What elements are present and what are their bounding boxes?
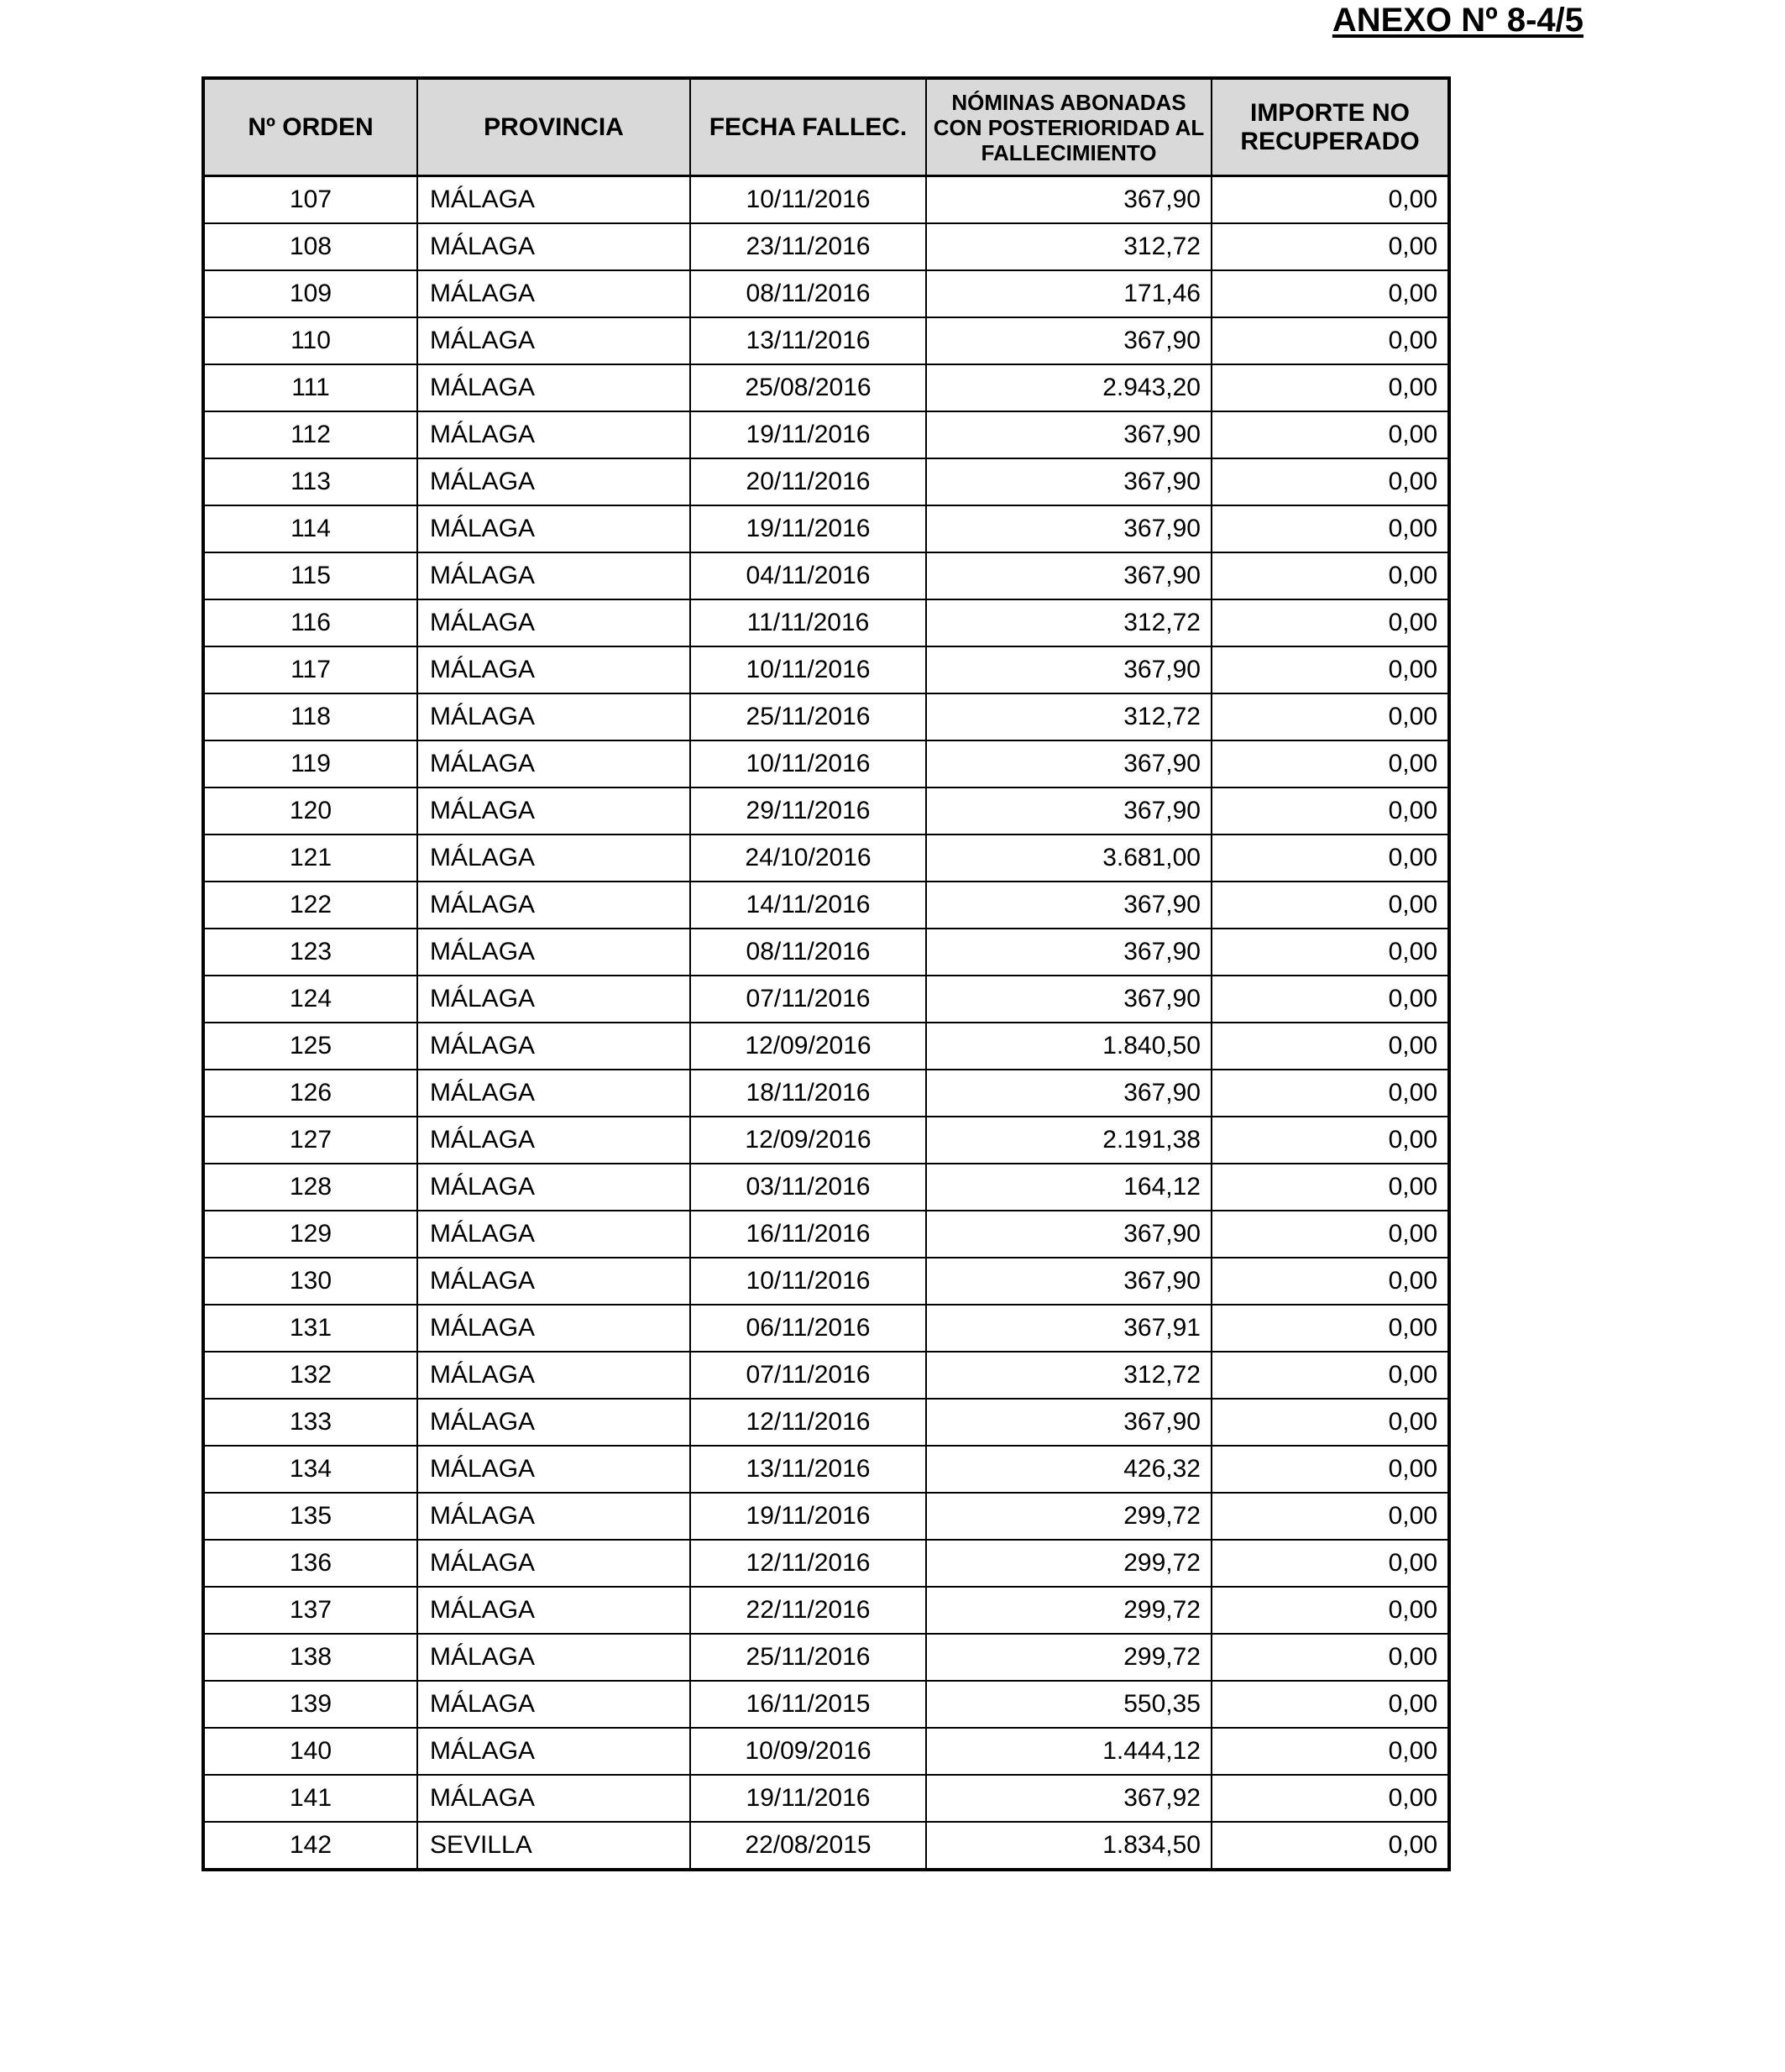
cell-numero-orden: 122 bbox=[203, 882, 417, 929]
cell-numero-orden: 141 bbox=[203, 1775, 417, 1822]
cell-provincia: MÁLAGA bbox=[417, 1775, 690, 1822]
deceased-payments-table bbox=[202, 76, 1451, 1871]
table-row bbox=[203, 929, 1449, 976]
table-row bbox=[203, 317, 1449, 364]
cell-importe-no-recuperado: 0,00 bbox=[1212, 1352, 1449, 1399]
cell-numero-orden: 140 bbox=[203, 1728, 417, 1775]
cell-fecha-fallecimiento: 22/08/2015 bbox=[690, 1822, 926, 1870]
table-row bbox=[203, 1164, 1449, 1211]
table-row bbox=[203, 1023, 1449, 1070]
cell-fecha-fallecimiento: 13/11/2016 bbox=[690, 317, 926, 364]
cell-provincia: MÁLAGA bbox=[417, 976, 690, 1023]
table-row bbox=[203, 1728, 1449, 1775]
cell-provincia: MÁLAGA bbox=[417, 458, 690, 505]
cell-fecha-fallecimiento: 16/11/2015 bbox=[690, 1681, 926, 1728]
cell-nominas-abonadas: 1.840,50 bbox=[926, 1023, 1212, 1070]
cell-importe-no-recuperado: 0,00 bbox=[1212, 1211, 1449, 1258]
cell-fecha-fallecimiento: 12/11/2016 bbox=[690, 1399, 926, 1446]
table-row bbox=[203, 1587, 1449, 1634]
cell-importe-no-recuperado: 0,00 bbox=[1212, 1258, 1449, 1305]
cell-fecha-fallecimiento: 04/11/2016 bbox=[690, 552, 926, 599]
cell-importe-no-recuperado: 0,00 bbox=[1212, 552, 1449, 599]
cell-importe-no-recuperado: 0,00 bbox=[1212, 505, 1449, 552]
cell-provincia: MÁLAGA bbox=[417, 270, 690, 317]
cell-numero-orden: 120 bbox=[203, 787, 417, 835]
cell-importe-no-recuperado: 0,00 bbox=[1212, 1634, 1449, 1681]
table-row bbox=[203, 1305, 1449, 1352]
cell-importe-no-recuperado: 0,00 bbox=[1212, 364, 1449, 411]
table-row bbox=[203, 1775, 1449, 1822]
cell-nominas-abonadas: 367,90 bbox=[926, 317, 1212, 364]
cell-nominas-abonadas: 1.834,50 bbox=[926, 1822, 1212, 1870]
table-row bbox=[203, 1352, 1449, 1399]
cell-nominas-abonadas: 2.191,38 bbox=[926, 1117, 1212, 1164]
cell-provincia: MÁLAGA bbox=[417, 317, 690, 364]
cell-nominas-abonadas: 1.444,12 bbox=[926, 1728, 1212, 1775]
cell-provincia: SEVILLA bbox=[417, 1822, 690, 1870]
table-row bbox=[203, 740, 1449, 787]
cell-nominas-abonadas: 164,12 bbox=[926, 1164, 1212, 1211]
cell-numero-orden: 135 bbox=[203, 1493, 417, 1540]
header-provincia: PROVINCIA bbox=[417, 78, 690, 176]
cell-numero-orden: 113 bbox=[203, 458, 417, 505]
table-row bbox=[203, 176, 1449, 224]
cell-importe-no-recuperado: 0,00 bbox=[1212, 1775, 1449, 1822]
cell-provincia: MÁLAGA bbox=[417, 599, 690, 646]
cell-numero-orden: 125 bbox=[203, 1023, 417, 1070]
cell-nominas-abonadas: 367,90 bbox=[926, 176, 1212, 224]
cell-fecha-fallecimiento: 10/11/2016 bbox=[690, 646, 926, 693]
cell-importe-no-recuperado: 0,00 bbox=[1212, 646, 1449, 693]
cell-nominas-abonadas: 299,72 bbox=[926, 1587, 1212, 1634]
cell-provincia: MÁLAGA bbox=[417, 1540, 690, 1587]
cell-numero-orden: 129 bbox=[203, 1211, 417, 1258]
cell-provincia: MÁLAGA bbox=[417, 1493, 690, 1540]
cell-importe-no-recuperado: 0,00 bbox=[1212, 1728, 1449, 1775]
cell-fecha-fallecimiento: 19/11/2016 bbox=[690, 411, 926, 458]
cell-numero-orden: 118 bbox=[203, 693, 417, 740]
cell-provincia: MÁLAGA bbox=[417, 1305, 690, 1352]
cell-numero-orden: 108 bbox=[203, 223, 417, 270]
cell-fecha-fallecimiento: 29/11/2016 bbox=[690, 787, 926, 835]
cell-importe-no-recuperado: 0,00 bbox=[1212, 929, 1449, 976]
table-row bbox=[203, 1258, 1449, 1305]
table-row bbox=[203, 882, 1449, 929]
cell-nominas-abonadas: 367,90 bbox=[926, 787, 1212, 835]
cell-importe-no-recuperado: 0,00 bbox=[1212, 1540, 1449, 1587]
cell-numero-orden: 139 bbox=[203, 1681, 417, 1728]
cell-numero-orden: 107 bbox=[203, 176, 417, 224]
header-nominas-abonadas: NÓMINAS ABONADAS CON POSTERIORIDAD AL FALLECIMIENTO bbox=[926, 78, 1212, 176]
table-row bbox=[203, 693, 1449, 740]
cell-fecha-fallecimiento: 18/11/2016 bbox=[690, 1070, 926, 1117]
cell-importe-no-recuperado: 0,00 bbox=[1212, 1587, 1449, 1634]
cell-numero-orden: 115 bbox=[203, 552, 417, 599]
cell-numero-orden: 142 bbox=[203, 1822, 417, 1870]
cell-importe-no-recuperado: 0,00 bbox=[1212, 1681, 1449, 1728]
cell-nominas-abonadas: 367,90 bbox=[926, 1258, 1212, 1305]
cell-provincia: MÁLAGA bbox=[417, 1070, 690, 1117]
cell-nominas-abonadas: 312,72 bbox=[926, 693, 1212, 740]
cell-importe-no-recuperado: 0,00 bbox=[1212, 1493, 1449, 1540]
table-row bbox=[203, 458, 1449, 505]
cell-provincia: MÁLAGA bbox=[417, 1211, 690, 1258]
cell-provincia: MÁLAGA bbox=[417, 1117, 690, 1164]
cell-fecha-fallecimiento: 07/11/2016 bbox=[690, 1352, 926, 1399]
cell-provincia: MÁLAGA bbox=[417, 787, 690, 835]
cell-numero-orden: 123 bbox=[203, 929, 417, 976]
table-row bbox=[203, 411, 1449, 458]
cell-fecha-fallecimiento: 24/10/2016 bbox=[690, 835, 926, 882]
table-body bbox=[203, 176, 1449, 1871]
cell-importe-no-recuperado: 0,00 bbox=[1212, 882, 1449, 929]
cell-importe-no-recuperado: 0,00 bbox=[1212, 1117, 1449, 1164]
cell-provincia: MÁLAGA bbox=[417, 882, 690, 929]
cell-fecha-fallecimiento: 06/11/2016 bbox=[690, 1305, 926, 1352]
annex-title: ANEXO Nº 8-4/5 bbox=[1332, 2, 1583, 39]
cell-nominas-abonadas: 367,90 bbox=[926, 552, 1212, 599]
cell-nominas-abonadas: 367,90 bbox=[926, 1211, 1212, 1258]
cell-numero-orden: 138 bbox=[203, 1634, 417, 1681]
table-row bbox=[203, 1117, 1449, 1164]
table-header bbox=[203, 78, 1449, 176]
cell-provincia: MÁLAGA bbox=[417, 1352, 690, 1399]
cell-numero-orden: 136 bbox=[203, 1540, 417, 1587]
cell-importe-no-recuperado: 0,00 bbox=[1212, 1446, 1449, 1493]
cell-provincia: MÁLAGA bbox=[417, 505, 690, 552]
cell-numero-orden: 116 bbox=[203, 599, 417, 646]
cell-nominas-abonadas: 367,90 bbox=[926, 976, 1212, 1023]
cell-nominas-abonadas: 426,32 bbox=[926, 1446, 1212, 1493]
cell-fecha-fallecimiento: 11/11/2016 bbox=[690, 599, 926, 646]
cell-numero-orden: 134 bbox=[203, 1446, 417, 1493]
header-importe-no-recuperado: IMPORTE NO RECUPERADO bbox=[1212, 78, 1449, 176]
table-row bbox=[203, 1070, 1449, 1117]
cell-fecha-fallecimiento: 07/11/2016 bbox=[690, 976, 926, 1023]
cell-nominas-abonadas: 3.681,00 bbox=[926, 835, 1212, 882]
cell-numero-orden: 137 bbox=[203, 1587, 417, 1634]
cell-numero-orden: 109 bbox=[203, 270, 417, 317]
cell-fecha-fallecimiento: 22/11/2016 bbox=[690, 1587, 926, 1634]
cell-numero-orden: 131 bbox=[203, 1305, 417, 1352]
cell-provincia: MÁLAGA bbox=[417, 411, 690, 458]
cell-importe-no-recuperado: 0,00 bbox=[1212, 693, 1449, 740]
cell-provincia: MÁLAGA bbox=[417, 176, 690, 224]
cell-numero-orden: 124 bbox=[203, 976, 417, 1023]
table-row bbox=[203, 505, 1449, 552]
cell-fecha-fallecimiento: 08/11/2016 bbox=[690, 270, 926, 317]
cell-provincia: MÁLAGA bbox=[417, 364, 690, 411]
cell-importe-no-recuperado: 0,00 bbox=[1212, 411, 1449, 458]
cell-nominas-abonadas: 299,72 bbox=[926, 1493, 1212, 1540]
cell-provincia: MÁLAGA bbox=[417, 1399, 690, 1446]
cell-importe-no-recuperado: 0,00 bbox=[1212, 599, 1449, 646]
table-row bbox=[203, 223, 1449, 270]
cell-numero-orden: 112 bbox=[203, 411, 417, 458]
table-row bbox=[203, 270, 1449, 317]
cell-importe-no-recuperado: 0,00 bbox=[1212, 270, 1449, 317]
cell-provincia: MÁLAGA bbox=[417, 929, 690, 976]
cell-numero-orden: 119 bbox=[203, 740, 417, 787]
table-row bbox=[203, 1540, 1449, 1587]
cell-fecha-fallecimiento: 10/09/2016 bbox=[690, 1728, 926, 1775]
cell-nominas-abonadas: 367,90 bbox=[926, 1070, 1212, 1117]
cell-provincia: MÁLAGA bbox=[417, 740, 690, 787]
cell-numero-orden: 128 bbox=[203, 1164, 417, 1211]
cell-nominas-abonadas: 367,90 bbox=[926, 411, 1212, 458]
cell-importe-no-recuperado: 0,00 bbox=[1212, 1399, 1449, 1446]
cell-importe-no-recuperado: 0,00 bbox=[1212, 1305, 1449, 1352]
cell-numero-orden: 111 bbox=[203, 364, 417, 411]
cell-nominas-abonadas: 312,72 bbox=[926, 223, 1212, 270]
table-row bbox=[203, 599, 1449, 646]
cell-fecha-fallecimiento: 19/11/2016 bbox=[690, 1493, 926, 1540]
cell-numero-orden: 126 bbox=[203, 1070, 417, 1117]
cell-fecha-fallecimiento: 14/11/2016 bbox=[690, 882, 926, 929]
cell-importe-no-recuperado: 0,00 bbox=[1212, 176, 1449, 224]
cell-fecha-fallecimiento: 19/11/2016 bbox=[690, 1775, 926, 1822]
cell-fecha-fallecimiento: 16/11/2016 bbox=[690, 1211, 926, 1258]
table-row bbox=[203, 1399, 1449, 1446]
header-fecha-fallecimiento: FECHA FALLEC. bbox=[690, 78, 926, 176]
cell-fecha-fallecimiento: 12/09/2016 bbox=[690, 1117, 926, 1164]
cell-provincia: MÁLAGA bbox=[417, 646, 690, 693]
cell-fecha-fallecimiento: 25/11/2016 bbox=[690, 1634, 926, 1681]
cell-fecha-fallecimiento: 10/11/2016 bbox=[690, 176, 926, 224]
table-row bbox=[203, 835, 1449, 882]
cell-numero-orden: 117 bbox=[203, 646, 417, 693]
cell-importe-no-recuperado: 0,00 bbox=[1212, 458, 1449, 505]
cell-numero-orden: 110 bbox=[203, 317, 417, 364]
cell-importe-no-recuperado: 0,00 bbox=[1212, 835, 1449, 882]
cell-numero-orden: 132 bbox=[203, 1352, 417, 1399]
cell-numero-orden: 130 bbox=[203, 1258, 417, 1305]
cell-fecha-fallecimiento: 08/11/2016 bbox=[690, 929, 926, 976]
cell-fecha-fallecimiento: 23/11/2016 bbox=[690, 223, 926, 270]
cell-importe-no-recuperado: 0,00 bbox=[1212, 1822, 1449, 1870]
cell-fecha-fallecimiento: 12/09/2016 bbox=[690, 1023, 926, 1070]
cell-numero-orden: 121 bbox=[203, 835, 417, 882]
cell-nominas-abonadas: 367,90 bbox=[926, 929, 1212, 976]
cell-nominas-abonadas: 367,90 bbox=[926, 505, 1212, 552]
cell-nominas-abonadas: 367,90 bbox=[926, 458, 1212, 505]
cell-provincia: MÁLAGA bbox=[417, 223, 690, 270]
cell-provincia: MÁLAGA bbox=[417, 1587, 690, 1634]
cell-fecha-fallecimiento: 13/11/2016 bbox=[690, 1446, 926, 1493]
cell-importe-no-recuperado: 0,00 bbox=[1212, 1164, 1449, 1211]
table-row bbox=[203, 1446, 1449, 1493]
cell-provincia: MÁLAGA bbox=[417, 1446, 690, 1493]
cell-nominas-abonadas: 299,72 bbox=[926, 1540, 1212, 1587]
cell-nominas-abonadas: 367,90 bbox=[926, 646, 1212, 693]
cell-fecha-fallecimiento: 19/11/2016 bbox=[690, 505, 926, 552]
cell-provincia: MÁLAGA bbox=[417, 552, 690, 599]
cell-nominas-abonadas: 2.943,20 bbox=[926, 364, 1212, 411]
cell-numero-orden: 133 bbox=[203, 1399, 417, 1446]
deceased-payments-table-container bbox=[202, 76, 1447, 1871]
cell-fecha-fallecimiento: 25/11/2016 bbox=[690, 693, 926, 740]
cell-nominas-abonadas: 312,72 bbox=[926, 1352, 1212, 1399]
table-row bbox=[203, 646, 1449, 693]
table-row bbox=[203, 364, 1449, 411]
cell-provincia: MÁLAGA bbox=[417, 1681, 690, 1728]
cell-importe-no-recuperado: 0,00 bbox=[1212, 223, 1449, 270]
cell-fecha-fallecimiento: 10/11/2016 bbox=[690, 740, 926, 787]
table-row bbox=[203, 787, 1449, 835]
cell-importe-no-recuperado: 0,00 bbox=[1212, 740, 1449, 787]
cell-importe-no-recuperado: 0,00 bbox=[1212, 317, 1449, 364]
cell-numero-orden: 114 bbox=[203, 505, 417, 552]
cell-fecha-fallecimiento: 25/08/2016 bbox=[690, 364, 926, 411]
cell-importe-no-recuperado: 0,00 bbox=[1212, 976, 1449, 1023]
cell-nominas-abonadas: 367,90 bbox=[926, 740, 1212, 787]
cell-provincia: MÁLAGA bbox=[417, 693, 690, 740]
table-row bbox=[203, 552, 1449, 599]
cell-fecha-fallecimiento: 10/11/2016 bbox=[690, 1258, 926, 1305]
cell-fecha-fallecimiento: 03/11/2016 bbox=[690, 1164, 926, 1211]
cell-importe-no-recuperado: 0,00 bbox=[1212, 1070, 1449, 1117]
cell-nominas-abonadas: 312,72 bbox=[926, 599, 1212, 646]
cell-nominas-abonadas: 367,90 bbox=[926, 882, 1212, 929]
cell-provincia: MÁLAGA bbox=[417, 1728, 690, 1775]
table-row bbox=[203, 1211, 1449, 1258]
cell-fecha-fallecimiento: 20/11/2016 bbox=[690, 458, 926, 505]
cell-provincia: MÁLAGA bbox=[417, 1023, 690, 1070]
header-row bbox=[203, 78, 1449, 176]
table-row bbox=[203, 1681, 1449, 1728]
cell-provincia: MÁLAGA bbox=[417, 1634, 690, 1681]
cell-nominas-abonadas: 171,46 bbox=[926, 270, 1212, 317]
cell-nominas-abonadas: 367,92 bbox=[926, 1775, 1212, 1822]
cell-provincia: MÁLAGA bbox=[417, 1258, 690, 1305]
table-row bbox=[203, 976, 1449, 1023]
cell-nominas-abonadas: 550,35 bbox=[926, 1681, 1212, 1728]
cell-importe-no-recuperado: 0,00 bbox=[1212, 787, 1449, 835]
cell-nominas-abonadas: 367,91 bbox=[926, 1305, 1212, 1352]
cell-importe-no-recuperado: 0,00 bbox=[1212, 1023, 1449, 1070]
header-numero-orden: Nº ORDEN bbox=[203, 78, 417, 176]
cell-provincia: MÁLAGA bbox=[417, 835, 690, 882]
cell-fecha-fallecimiento: 12/11/2016 bbox=[690, 1540, 926, 1587]
cell-provincia: MÁLAGA bbox=[417, 1164, 690, 1211]
table-row bbox=[203, 1493, 1449, 1540]
table-row bbox=[203, 1822, 1449, 1870]
table-row bbox=[203, 1634, 1449, 1681]
cell-nominas-abonadas: 367,90 bbox=[926, 1399, 1212, 1446]
cell-nominas-abonadas: 299,72 bbox=[926, 1634, 1212, 1681]
cell-numero-orden: 127 bbox=[203, 1117, 417, 1164]
